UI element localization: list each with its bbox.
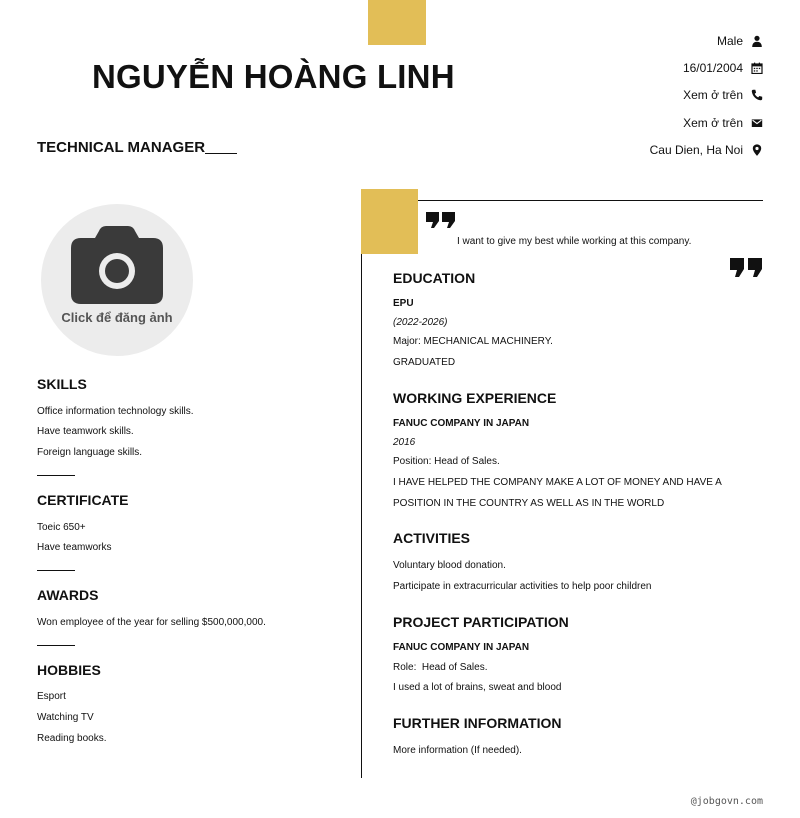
activities-title: ACTIVITIES — [393, 530, 471, 546]
envelope-icon — [751, 117, 763, 129]
quote-top-rule — [418, 200, 763, 201]
experience-year: 2016 — [393, 437, 416, 448]
contact-phone — [683, 86, 763, 104]
certificate-item: Have teamworks — [37, 542, 112, 553]
career-objective: I want to give my best while working at this company. — [457, 236, 692, 247]
phone-icon — [751, 89, 763, 101]
gender-value: Male — [716, 34, 743, 48]
job-title-underline — [205, 153, 237, 154]
certificate-item: Toeic 650+ — [37, 522, 86, 533]
education-status: GRADUATED — [393, 357, 456, 368]
experience-position: Position: Head of Sales. — [393, 456, 500, 467]
certificate-title: CERTIFICATE — [37, 492, 129, 508]
candidate-name: NGUYỄN HOÀNG LINH — [92, 58, 455, 95]
skill-item: Foreign language skills. — [37, 447, 143, 458]
contact-birthday — [683, 59, 763, 77]
experience-description: POSITION IN THE COUNTRY AS WELL AS IN THE WORLD — [393, 498, 665, 509]
email-value: Xem ở trên — [683, 116, 743, 130]
further-info-text: More information (If needed). — [393, 745, 522, 756]
education-title: EDUCATION — [393, 270, 476, 286]
contact-address — [650, 141, 763, 159]
section-divider — [37, 475, 75, 476]
education-major: Major: MECHANICAL MACHINERY. — [393, 336, 553, 347]
job-title: TECHNICAL MANAGER — [37, 139, 206, 156]
activity-item: Participate in extracurricular activities to help poor children — [393, 581, 652, 592]
camera-icon — [71, 226, 163, 306]
awards-title: AWARDS — [37, 587, 99, 603]
person-icon — [751, 35, 763, 47]
column-divider — [361, 254, 362, 778]
watermark: @jobgovn.com — [690, 796, 763, 807]
experience-company: FANUC COMPANY IN JAPAN — [393, 418, 530, 429]
experience-title: WORKING EXPERIENCE — [393, 390, 557, 406]
birthday-value: 16/01/2004 — [682, 61, 743, 75]
projects-title: PROJECT PARTICIPATION — [393, 614, 569, 630]
location-pin-icon — [751, 144, 763, 156]
project-description: I used a lot of brains, sweat and blood — [393, 682, 562, 693]
skills-title: SKILLS — [37, 376, 87, 392]
hobbies-title: HOBBIES — [37, 662, 101, 678]
experience-description: I HAVE HELPED THE COMPANY MAKE A LOT OF MONEY AND HAVE A — [393, 477, 722, 488]
close-quote-icon — [730, 258, 763, 277]
activity-item: Voluntary blood donation. — [393, 560, 506, 571]
skill-item: Office information technology skills. — [37, 406, 194, 417]
phone-value: Xem ở trên — [683, 88, 743, 102]
education-school: EPU — [393, 298, 414, 309]
hobby-item: Reading books. — [37, 733, 107, 744]
section-divider — [37, 645, 75, 646]
section-divider — [37, 570, 75, 571]
contact-gender — [717, 32, 763, 50]
contact-email — [683, 114, 763, 132]
avatar-caption: Click để đăng ảnh — [61, 310, 173, 325]
hobby-item: Esport — [37, 691, 66, 702]
avatar-upload[interactable] — [41, 204, 193, 356]
address-value: Cau Dien, Ha Noi — [649, 143, 743, 157]
project-company: FANUC COMPANY IN JAPAN — [393, 642, 530, 653]
project-role: Role: Head of Sales. — [393, 662, 488, 673]
award-item: Won employee of the year for selling $500,000,000. — [37, 617, 266, 628]
skill-item: Have teamwork skills. — [37, 426, 134, 437]
further-info-title: FURTHER INFORMATION — [393, 715, 562, 731]
education-period: (2022-2026) — [393, 317, 448, 328]
hobby-item: Watching TV — [37, 712, 94, 723]
header-accent-square — [368, 0, 426, 45]
calendar-icon — [751, 62, 763, 74]
quote-accent-square — [361, 189, 418, 254]
open-quote-icon — [426, 212, 456, 228]
